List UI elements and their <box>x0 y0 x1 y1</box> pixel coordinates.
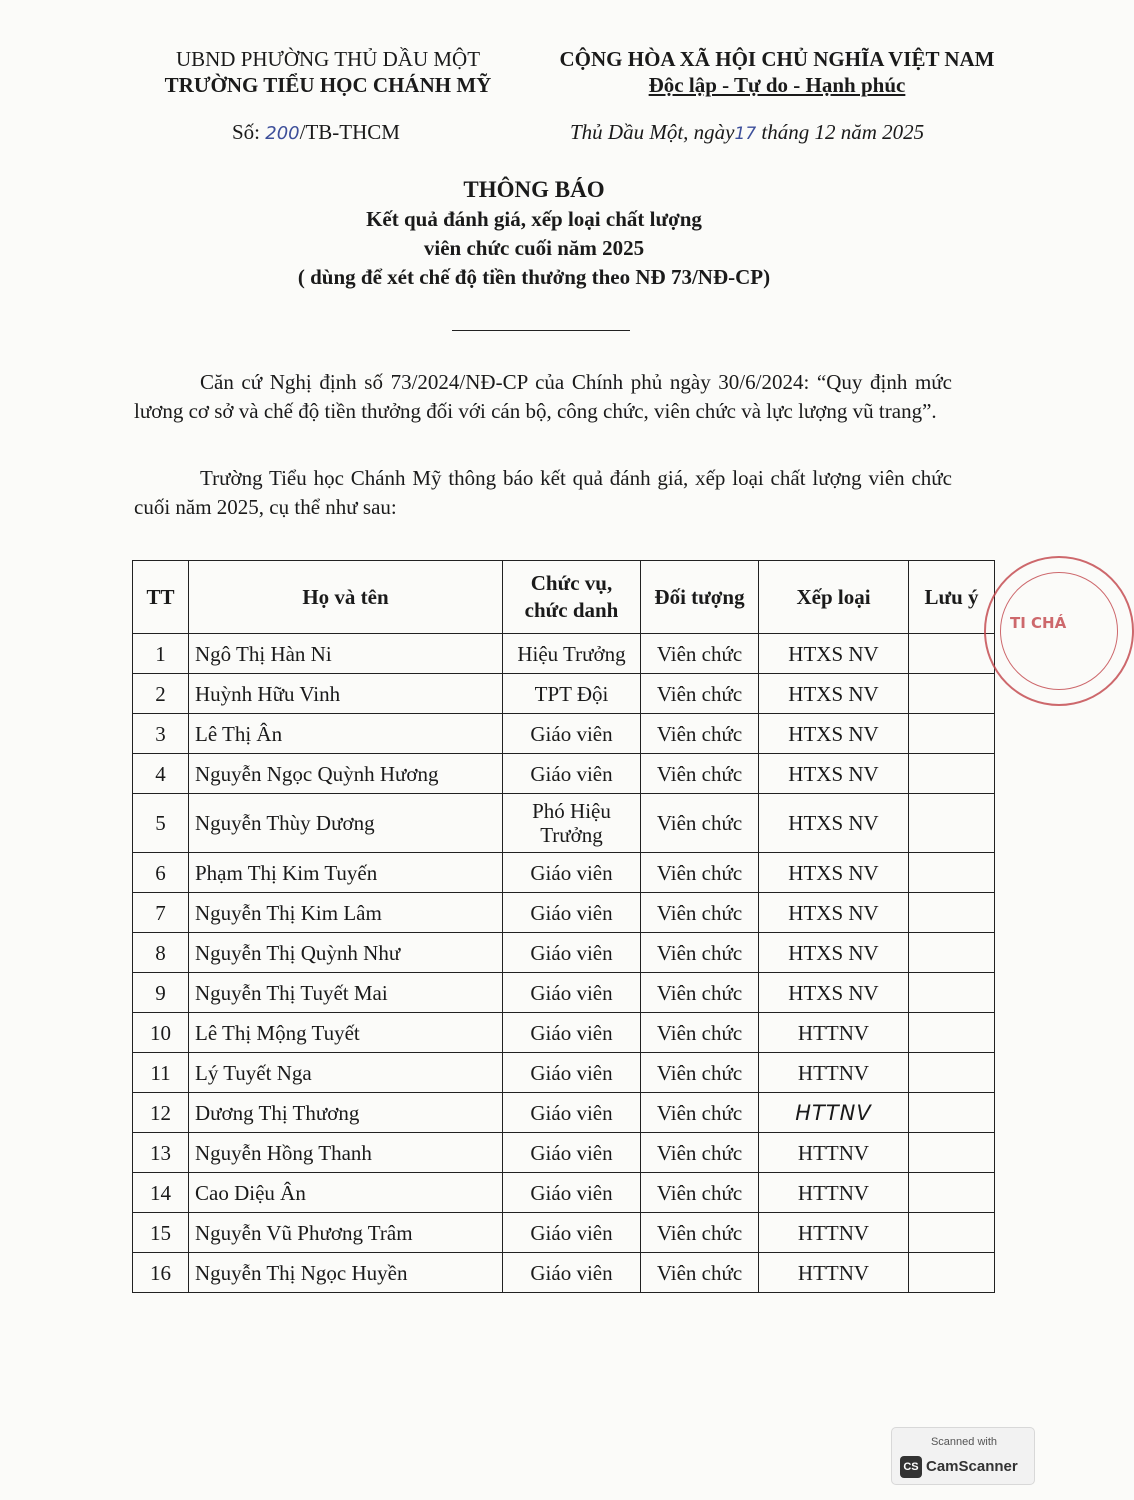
row-type: Viên chức <box>641 1013 759 1053</box>
row-name: Nguyễn Thị Ngọc Huyền <box>189 1253 503 1293</box>
row-note <box>909 1013 995 1053</box>
row-position: Giáo viên <box>503 1093 641 1133</box>
row-rank: HTTNV <box>759 1013 909 1053</box>
row-position: Giáo viên <box>503 1053 641 1093</box>
row-tt: 15 <box>133 1213 189 1253</box>
row-note <box>909 853 995 893</box>
row-rank: HTXS NV <box>759 674 909 714</box>
row-rank-handwritten: HTTNV <box>759 1093 909 1133</box>
row-name: Nguyễn Ngọc Quỳnh Hương <box>189 754 503 794</box>
row-position: Giáo viên <box>503 1213 641 1253</box>
table-row <box>133 1213 995 1253</box>
row-name: Nguyễn Thị Kim Lâm <box>189 893 503 933</box>
issuer-school: TRƯỜNG TIỂU HỌC CHÁNH MỸ <box>164 73 492 97</box>
row-tt: 3 <box>133 714 189 754</box>
table-row <box>133 1093 995 1133</box>
row-tt: 10 <box>133 1013 189 1053</box>
row-position: Hiệu Trưởng <box>503 634 641 674</box>
row-type: Viên chức <box>641 794 759 853</box>
document-number-suffix: /TB-THCM <box>299 120 400 144</box>
row-rank: HTTNV <box>759 1213 909 1253</box>
row-position: Giáo viên <box>503 973 641 1013</box>
table-row <box>133 853 995 893</box>
header-position: Chức vụ, chức danh <box>503 561 641 634</box>
row-tt: 4 <box>133 754 189 794</box>
row-position: Giáo viên <box>503 853 641 893</box>
row-note <box>909 893 995 933</box>
title-line-3: ( dùng để xét chế độ tiền thưởng theo NĐ 73/NĐ-CP) <box>297 265 771 289</box>
row-name: Phạm Thị Kim Tuyến <box>189 853 503 893</box>
title-main: THÔNG BÁO <box>463 177 605 202</box>
row-tt: 6 <box>133 853 189 893</box>
row-tt: 9 <box>133 973 189 1013</box>
row-tt: 1 <box>133 634 189 674</box>
row-position: Giáo viên <box>503 1133 641 1173</box>
row-type: Viên chức <box>641 853 759 893</box>
date-prefix: Thủ Dầu Một, ngày <box>570 120 735 144</box>
results-table <box>132 560 995 1293</box>
document-number-handwritten: 200 <box>265 123 300 144</box>
row-position: Giáo viên <box>503 754 641 794</box>
row-note <box>909 714 995 754</box>
row-note <box>909 754 995 794</box>
row-rank: HTXS NV <box>759 853 909 893</box>
row-type: Viên chức <box>641 893 759 933</box>
legal-basis-paragraph: Căn cứ Nghị định số 73/2024/NĐ-CP của Chính phủ ngày 30/6/2024: “Quy định mức lương cơ sở và chế độ tiền thưởng đối với cán bộ, công chức, viên chức và lực lượng vũ trang”. <box>134 370 952 423</box>
row-name: Nguyễn Thùy Dương <box>189 794 503 853</box>
header-note: Lưu ý <box>909 561 995 634</box>
table-row <box>133 1253 995 1293</box>
row-type: Viên chức <box>641 1253 759 1293</box>
row-tt: 8 <box>133 933 189 973</box>
title-divider <box>452 330 630 331</box>
date-day-handwritten: 17 <box>734 124 757 144</box>
row-rank: HTTNV <box>759 1253 909 1293</box>
national-motto: Độc lập - Tự do - Hạnh phúc <box>648 73 906 97</box>
title-line-2: viên chức cuối năm 2025 <box>423 236 645 260</box>
row-position: Giáo viên <box>503 1253 641 1293</box>
table-header-row <box>133 561 995 634</box>
header-tt: TT <box>133 561 189 634</box>
table-row <box>133 794 995 853</box>
row-position: TPT Đội <box>503 674 641 714</box>
row-type: Viên chức <box>641 634 759 674</box>
row-type: Viên chức <box>641 754 759 794</box>
camscanner-name: CamScanner <box>926 1458 1018 1475</box>
row-name: Cao Diệu Ân <box>189 1173 503 1213</box>
document-number <box>232 120 400 145</box>
row-tt: 11 <box>133 1053 189 1093</box>
camscanner-logo-icon: CS <box>900 1456 922 1478</box>
row-rank: HTXS NV <box>759 714 909 754</box>
table-row <box>133 1053 995 1093</box>
row-position: Giáo viên <box>503 893 641 933</box>
table-body <box>133 634 995 1293</box>
row-tt: 16 <box>133 1253 189 1293</box>
row-rank: HTXS NV <box>759 893 909 933</box>
row-tt: 7 <box>133 893 189 933</box>
row-note <box>909 1253 995 1293</box>
row-rank: HTTNV <box>759 1133 909 1173</box>
national-header <box>540 46 1014 98</box>
row-note <box>909 1213 995 1253</box>
school-seal-stamp <box>984 556 1134 706</box>
row-tt: 2 <box>133 674 189 714</box>
issuer-header <box>128 46 528 98</box>
row-type: Viên chức <box>641 1093 759 1133</box>
row-note <box>909 973 995 1013</box>
header-rank: Xếp loại <box>759 561 909 634</box>
row-note <box>909 1173 995 1213</box>
row-position: Phó Hiệu Trưởng <box>503 794 641 853</box>
document-title <box>130 175 938 292</box>
row-type: Viên chức <box>641 1053 759 1093</box>
row-position: Giáo viên <box>503 1173 641 1213</box>
row-tt: 5 <box>133 794 189 853</box>
table-row <box>133 973 995 1013</box>
row-name: Ngô Thị Hàn Ni <box>189 634 503 674</box>
table-row <box>133 674 995 714</box>
row-position: Giáo viên <box>503 1013 641 1053</box>
row-name: Nguyễn Vũ Phương Trâm <box>189 1213 503 1253</box>
date-suffix: tháng 12 năm 2025 <box>756 120 925 144</box>
row-name: Lê Thị Mộng Tuyết <box>189 1013 503 1053</box>
row-type: Viên chức <box>641 674 759 714</box>
row-type: Viên chức <box>641 1173 759 1213</box>
row-note <box>909 1093 995 1133</box>
table-row <box>133 634 995 674</box>
table-row <box>133 933 995 973</box>
table-row <box>133 893 995 933</box>
table-row <box>133 754 995 794</box>
row-note <box>909 794 995 853</box>
row-note <box>909 634 995 674</box>
row-rank: HTXS NV <box>759 973 909 1013</box>
header-name: Họ và tên <box>189 561 503 634</box>
row-name: Nguyễn Thị Quỳnh Như <box>189 933 503 973</box>
row-position: Giáo viên <box>503 933 641 973</box>
table-row <box>133 1173 995 1213</box>
row-type: Viên chức <box>641 714 759 754</box>
row-type: Viên chức <box>641 973 759 1013</box>
row-rank: HTXS NV <box>759 933 909 973</box>
row-rank: HTTNV <box>759 1173 909 1213</box>
announcement-paragraph: Trường Tiểu học Chánh Mỹ thông báo kết quả đánh giá, xếp loại chất lượng viên chức cuối năm 2025, cụ thể như sau: <box>134 466 952 519</box>
document-number-prefix: Số: <box>232 120 266 144</box>
row-rank: HTXS NV <box>759 794 909 853</box>
row-rank: HTTNV <box>759 1053 909 1093</box>
table-row <box>133 1133 995 1173</box>
row-tt: 14 <box>133 1173 189 1213</box>
row-note <box>909 933 995 973</box>
document-date <box>570 120 924 145</box>
row-rank: HTXS NV <box>759 634 909 674</box>
title-line-1: Kết quả đánh giá, xếp loại chất lượng <box>366 207 702 231</box>
row-type: Viên chức <box>641 1213 759 1253</box>
header-type: Đối tượng <box>641 561 759 634</box>
row-name: Nguyễn Hồng Thanh <box>189 1133 503 1173</box>
national-title: CỘNG HÒA XÃ HỘI CHỦ NGHĨA VIỆT NAM <box>559 47 995 71</box>
row-name: Huỳnh Hữu Vinh <box>189 674 503 714</box>
row-note <box>909 1053 995 1093</box>
row-type: Viên chức <box>641 933 759 973</box>
issuer-authority: UBND PHƯỜNG THỦ DẦU MỘT <box>175 47 481 71</box>
row-note <box>909 1133 995 1173</box>
table-row <box>133 714 995 754</box>
table-row <box>133 1013 995 1053</box>
camscanner-caption: Scanned with <box>930 1436 998 1448</box>
camscanner-badge <box>891 1427 1035 1485</box>
row-type: Viên chức <box>641 1133 759 1173</box>
row-name: Nguyễn Thị Tuyết Mai <box>189 973 503 1013</box>
row-position: Giáo viên <box>503 714 641 754</box>
row-name: Lê Thị Ân <box>189 714 503 754</box>
row-name: Dương Thị Thương <box>189 1093 503 1133</box>
row-tt: 12 <box>133 1093 189 1133</box>
row-note <box>909 674 995 714</box>
row-tt: 13 <box>133 1133 189 1173</box>
seal-text: TI CHÁ <box>1010 614 1067 632</box>
row-rank: HTXS NV <box>759 754 909 794</box>
row-name: Lý Tuyết Nga <box>189 1053 503 1093</box>
